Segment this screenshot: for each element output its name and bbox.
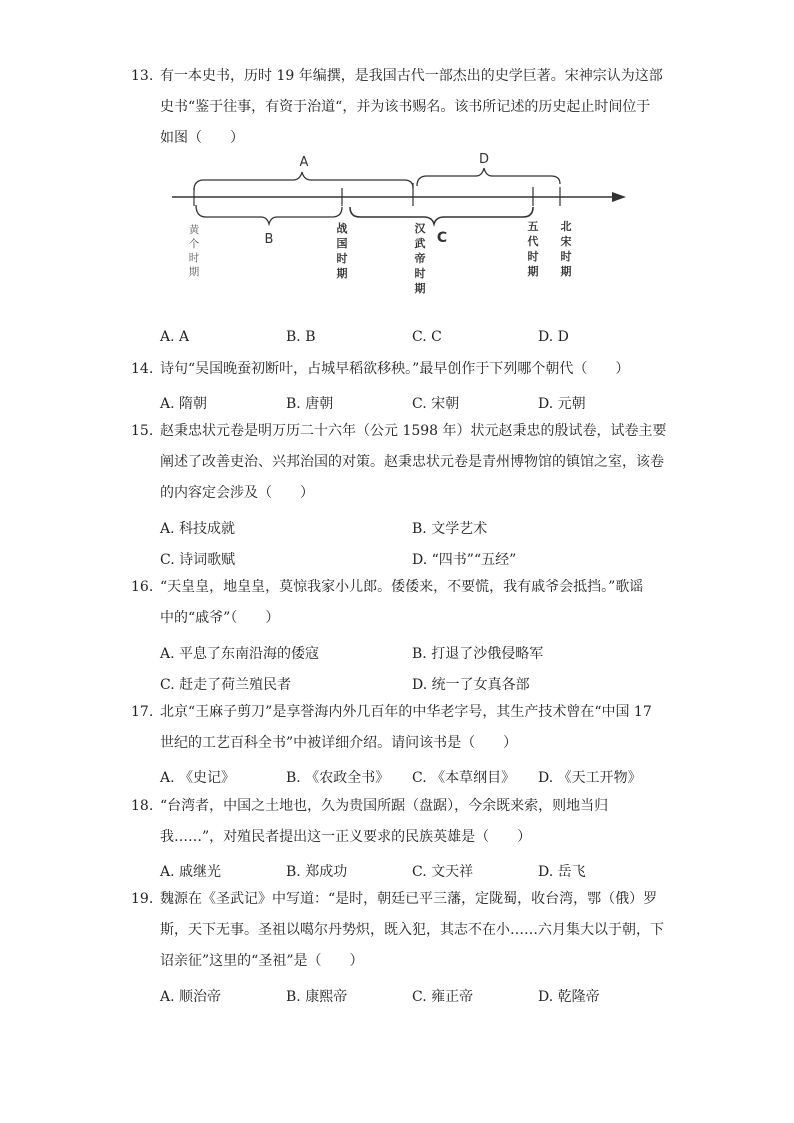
question-number: 15. (131, 423, 154, 439)
svg-text:帝: 帝 (414, 252, 426, 265)
brace-b (196, 205, 342, 224)
option-a[interactable]: A. A (160, 329, 190, 345)
option-c[interactable]: C. 文天祥 (412, 864, 474, 880)
question-text-line: 有一本史书，历时 19 年编撰，是我国古代一部杰出的史学巨著。宋神宗认为这部 (160, 68, 663, 84)
option-a[interactable]: A. 戚继光 (160, 864, 222, 880)
svg-text:国: 国 (336, 237, 348, 250)
svg-text:期: 期 (414, 282, 426, 295)
brace-d (417, 168, 560, 186)
option-b[interactable]: B. 唐朝 (286, 396, 334, 412)
segment-label-a: A (299, 155, 309, 170)
question-text-line: 世纪的工艺百科全书”中被详细介绍。请问该书是（ ） (160, 735, 518, 751)
svg-text:时: 时 (560, 250, 572, 263)
option-b[interactable]: B. 文学艺术 (412, 521, 488, 537)
period-label-warring-states (337, 221, 349, 280)
period-label-five-dynasties (528, 220, 540, 278)
option-c[interactable]: C. 赶走了荷兰殖民者 (160, 677, 292, 693)
option-b[interactable]: B. 康熙帝 (286, 989, 348, 1005)
brace-c (350, 207, 533, 224)
svg-text:时: 时 (336, 252, 348, 265)
svg-text:期: 期 (336, 267, 348, 280)
option-a[interactable]: A. 隋朝 (160, 396, 208, 412)
svg-text:时: 时 (188, 252, 200, 264)
option-b[interactable]: B. 打退了沙俄侵略军 (412, 646, 544, 662)
option-b[interactable]: B. B (286, 329, 316, 345)
arrow-head-icon (612, 192, 626, 202)
svg-text:期: 期 (527, 265, 539, 278)
question-text-line: 诏亲征”这里的“圣祖”是（ ） (160, 953, 364, 969)
brace-a (194, 172, 413, 190)
option-d[interactable]: D. 元朝 (538, 396, 586, 412)
svg-text:武: 武 (414, 237, 426, 250)
question-number: 18. (131, 798, 154, 814)
option-d[interactable]: D. “四书”“五经” (412, 552, 517, 568)
segment-label-d: D (478, 152, 490, 167)
segment-label-c: C (436, 230, 448, 246)
svg-text:个: 个 (188, 238, 200, 250)
option-a[interactable]: A. 科技成就 (160, 521, 236, 537)
question-text-line: 中的“戚爷”（ ） (160, 610, 280, 626)
period-label-northern-song (561, 220, 572, 278)
svg-text:汉: 汉 (414, 222, 426, 235)
option-d[interactable]: D. 统一了女真各部 (412, 677, 530, 693)
question-text-line: 魏源在《圣武记》中写道：“是时，朝廷已平三藩，定陇蜀，收台湾，鄂（俄）罗 (160, 891, 658, 907)
option-c[interactable]: C. 宋朝 (412, 396, 460, 412)
timeline-figure (168, 150, 628, 300)
option-d[interactable]: D. 乾隆帝 (538, 989, 600, 1005)
svg-text:五: 五 (527, 220, 539, 233)
question-text-line: 史书“鉴于往事，有资于治道“，并为该书赐名。该书所记述的历史起止时间位于 (160, 99, 651, 115)
option-b[interactable]: B. 郑成功 (286, 864, 348, 880)
option-d[interactable]: D. 《天工开物》 (538, 770, 642, 786)
question-text-line: 斯，天下无事。圣祖以噶尔丹势炽，既入犯，其志不在小……六月集大以于朝，下 (160, 922, 664, 938)
question-text-line: 北京“王麻子剪刀”是享誉海内外几百年的中华老字号，其生产技术曾在“中国 17 (160, 704, 652, 720)
period-label-start (189, 223, 200, 278)
question-number: 16. (131, 579, 154, 595)
option-d[interactable]: D. 岳飞 (538, 864, 586, 880)
svg-text:时: 时 (527, 250, 539, 263)
option-c[interactable]: C. 《本草纲目》 (412, 770, 516, 786)
question-number: 19. (131, 891, 154, 907)
option-a[interactable]: A. 顺治帝 (160, 989, 222, 1005)
option-d[interactable]: D. D (538, 329, 569, 345)
option-c[interactable]: C. 诗词歌赋 (160, 552, 236, 568)
period-label-han-wudi (414, 221, 427, 295)
question-number: 13. (131, 68, 154, 84)
question-text-line: 的内容定会涉及（ ） (160, 485, 314, 501)
svg-text:宋: 宋 (560, 235, 572, 248)
question-text-line: 赵秉忠状元卷是明万历二十六年（公元 1598 年）状元赵秉忠的殷试卷，试卷主要 (160, 423, 667, 439)
svg-text:北: 北 (560, 220, 572, 233)
question-number: 17. (131, 704, 154, 720)
question-number: 14. (131, 361, 154, 377)
segment-label-b: B (264, 232, 274, 247)
question-text-line: 如图（ ） (160, 130, 244, 146)
svg-text:时: 时 (414, 267, 426, 280)
question-text-line: “天皇皇，地皇皇，莫惊我家小儿郎。倭倭来，不要慌，我有戚爷会抵挡。”歌谣 (160, 579, 644, 595)
option-c[interactable]: C. 雍正帝 (412, 989, 474, 1005)
option-a[interactable]: A. 平息了东南沿海的倭寇 (160, 646, 320, 662)
svg-text:黄: 黄 (188, 224, 200, 236)
svg-text:战: 战 (336, 222, 348, 235)
question-text-line: 我……”，对殖民者提出这一正义要求的民族英雄是（ ） (160, 829, 532, 845)
svg-text:期: 期 (188, 266, 200, 278)
svg-text:期: 期 (560, 265, 572, 278)
svg-text:代: 代 (527, 235, 539, 248)
question-text-line: 诗句“吴国晚蚕初断叶，占城早稻欲移秧。”最早创作于下列哪个朝代（ ） (160, 361, 630, 377)
question-text-line: “台湾者，中国之土地也，久为贵国所踞（盘踞），今余既来索，则地当归 (160, 798, 609, 814)
option-b[interactable]: B. 《农政全书》 (286, 770, 390, 786)
question-text-line: 阐述了改善吏治、兴邦治国的对策。赵秉忠状元卷是青州博物馆的镇馆之室，该卷 (160, 454, 664, 470)
option-a[interactable]: A. 《史记》 (160, 770, 236, 786)
option-c[interactable]: C. C (412, 329, 442, 345)
